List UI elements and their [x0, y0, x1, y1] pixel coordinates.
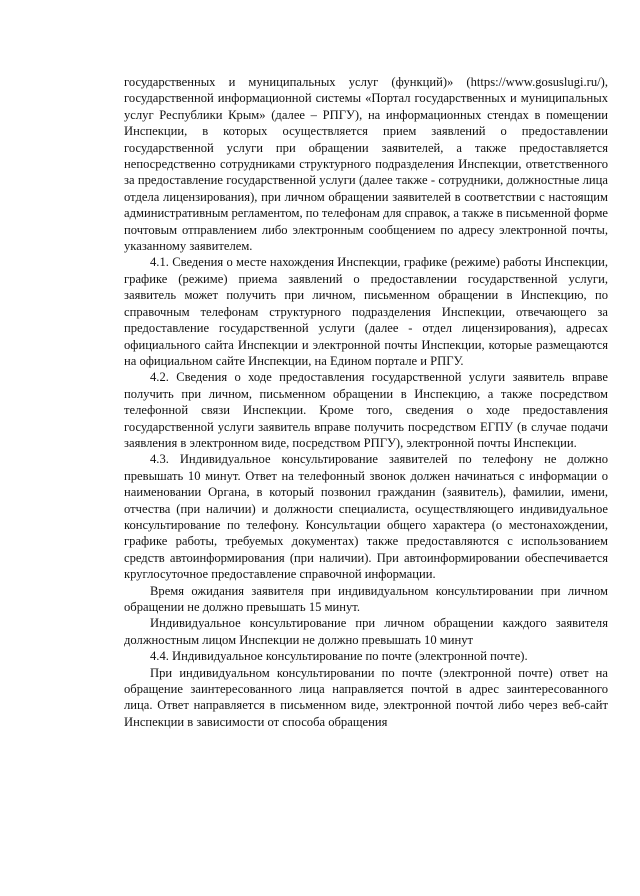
paragraph-personal-consulting: Индивидуальное консультирование при личном обращении каждого заявителя должностным лицом Инспекции не должно превышать 10 минут	[124, 616, 608, 647]
paragraph-intro-continuation: государственных и муниципальных услуг (функций)» (https://www.gosuslugi.ru/), государственной информационной системы «Портал государственных и муниципальных услуг Республики Крым» (далее – РПГУ), на информационных стендах в помещении Инспекции, в которых осуществляется прием заявлений о предоставлении государственной услуги при обращении заявителей, а также предоставляется непосредственно сотрудниками структурного подразделения Инспекции, ответственного за предоставление государственной услуги (далее также - сотрудники, должностные лица отдела лицензирования), при личном обращении заявителей в соответствии с настоящим административным регламентом, по телефонам для справок, а также в письменной форме почтовым отправлением либо электронным сообщением по адресу электронной почты, указанному заявителем.	[124, 75, 609, 254]
paragraph-4-2: 4.2. Сведения о ходе предоставления государственной услуги заявитель вправе получить при личном, письменном обращении в Инспекцию, а также посредством телефонной связи Инспекции. Кроме того, сведения о ходе предоставления государственной услуги заявитель вправе получить посредством ЕГПУ (в случае подачи заявления в электронном виде, посредством РПГУ), электронной почты Инспекции.	[124, 370, 608, 450]
paragraph-4-1: 4.1. Сведения о месте нахождения Инспекции, графике (режиме) работы Инспекции, графике (режиме) приема заявлений о предоставлении государственной услуги, заявитель может получить при личном, письменном обращении в Инспекцию, по справочным телефонам структурного подразделения Инспекции, отвечающего за предоставление государственной услуги (далее - отдел лицензирования), адресах официального сайта Инспекции и электронной почты Инспекции, которые размещаются на официальном сайте Инспекции, на Едином портале и РПГУ.	[124, 255, 608, 368]
paragraph-4-4: 4.4. Индивидуальное консультирование по почте (электронной почте).	[150, 649, 528, 664]
document-body	[124, 74, 608, 730]
paragraph-mail-consulting: При индивидуальном консультировании по почте (электронной почте) ответ на обращение заинтересованного лица направляется почтой в адрес заинтересованного лица. Ответ направляется в письменном виде, электронной почтой либо через веб-сайт Инспекции в зависимости от способа обращения	[124, 665, 608, 729]
paragraph-4-3: 4.3. Индивидуальное консультирование заявителей по телефону не должно превышать 10 минут. Ответ на телефонный звонок должен начинаться с информации о наименовании Органа, в который позвонил гражданин (заявитель), фамилии, имени, отчества (при наличии) и должности специалиста, осуществляющего индивидуальное консультирование по телефону. Консультации общего характера (о местонахождении, графике работы, требуемых документах) также предоставляются с использованием средств автоинформирования (при наличии). При автоинформировании обеспечивается круглосуточное предоставление справочной информации.	[124, 452, 608, 582]
paragraph-waiting-time: Время ожидания заявителя при индивидуальном консультировании при личном обращении не должно превышать 15 минут.	[124, 583, 608, 614]
